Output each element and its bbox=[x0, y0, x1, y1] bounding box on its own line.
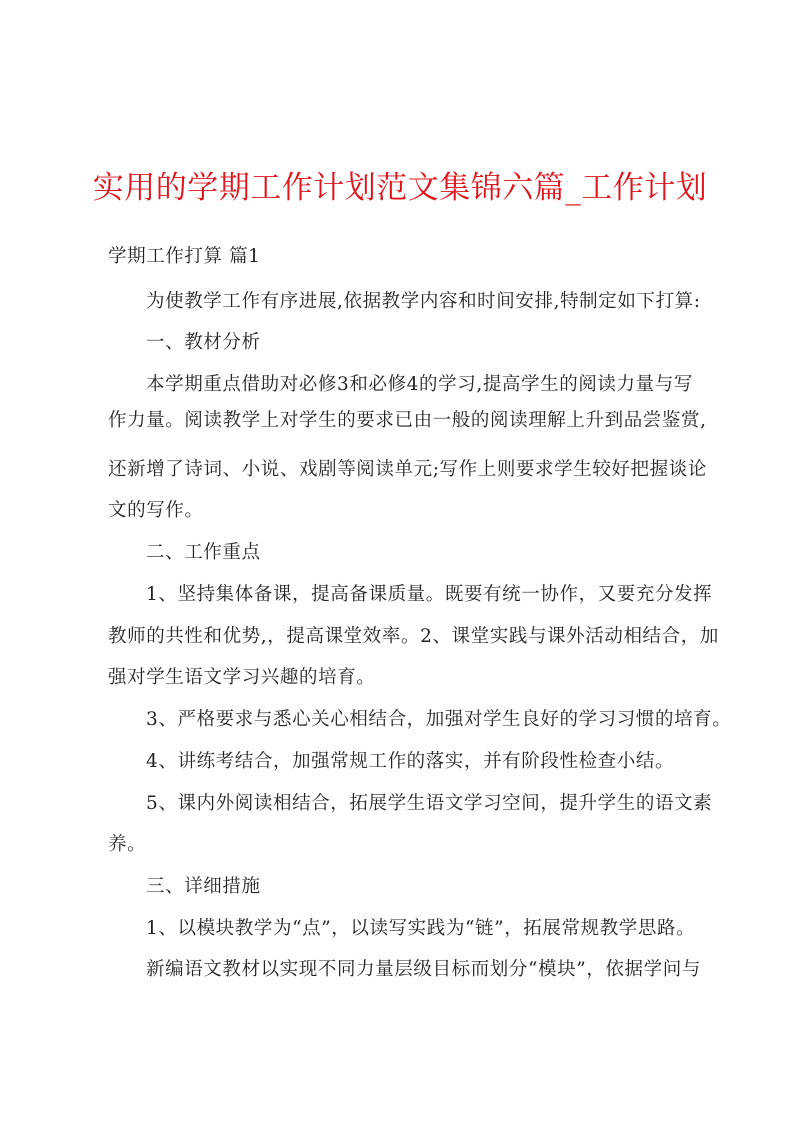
paragraph-line: 强对学生语文学习兴趣的培育。 bbox=[108, 667, 376, 688]
paragraph-line: 教师的共性和优势,，提高课堂效率。2、课堂实践与课外活动相结合，加 bbox=[108, 626, 719, 647]
paragraph-line: 3、严格要求与悉心关心相结合，加强对学生良好的学习习惯的培育。 bbox=[146, 709, 732, 730]
paragraph-line: 作力量。阅读教学上对学生的要求已由一般的阅读理解上升到品尝鉴赏, bbox=[108, 410, 707, 431]
paragraph-line: 4、讲练考结合，加强常规工作的落实，并有阶段性检查小结。 bbox=[146, 751, 675, 772]
paragraph-line: 本学期重点借助对必修3和必修4的学习,提高学生的阅读力量与写 bbox=[146, 374, 693, 395]
paragraph-line: 5、课内外阅读相结合，拓展学生语文学习空间，提升学生的语文素 bbox=[146, 793, 713, 814]
document-title: 实用的学期工作计划范文集锦六篇_工作计划 bbox=[92, 170, 708, 206]
paragraph-line: 养。 bbox=[108, 834, 147, 855]
paragraph-line: 1、坚持集体备课，提高备课质量。既要有统一协作，又要充分发挥 bbox=[146, 584, 713, 605]
paragraph-intro: 为使教学工作有序进展,依据教学内容和时间安排,特制定如下打算: bbox=[146, 291, 701, 312]
section-heading-work-focus: 二、工作重点 bbox=[146, 542, 261, 563]
paragraph-line: 还新增了诗词、小说、戏剧等阅读单元;写作上则要求学生较好把握谈论 bbox=[108, 459, 707, 480]
section-heading-detailed-measures: 三、详细措施 bbox=[146, 876, 261, 897]
paragraph-line: 1、以模块教学为“点”，以读写实践为“链”，拓展常规教学思路。 bbox=[146, 918, 696, 939]
section-heading-textbook-analysis: 一、教材分析 bbox=[146, 332, 261, 353]
paragraph-line: 文的写作。 bbox=[108, 500, 204, 521]
paragraph-line: 新编语文教材以实现不同力量层级目标而划分“模块”，依据学问与 bbox=[146, 959, 701, 980]
section-heading-plan-1: 学期工作打算 篇1 bbox=[108, 246, 261, 267]
